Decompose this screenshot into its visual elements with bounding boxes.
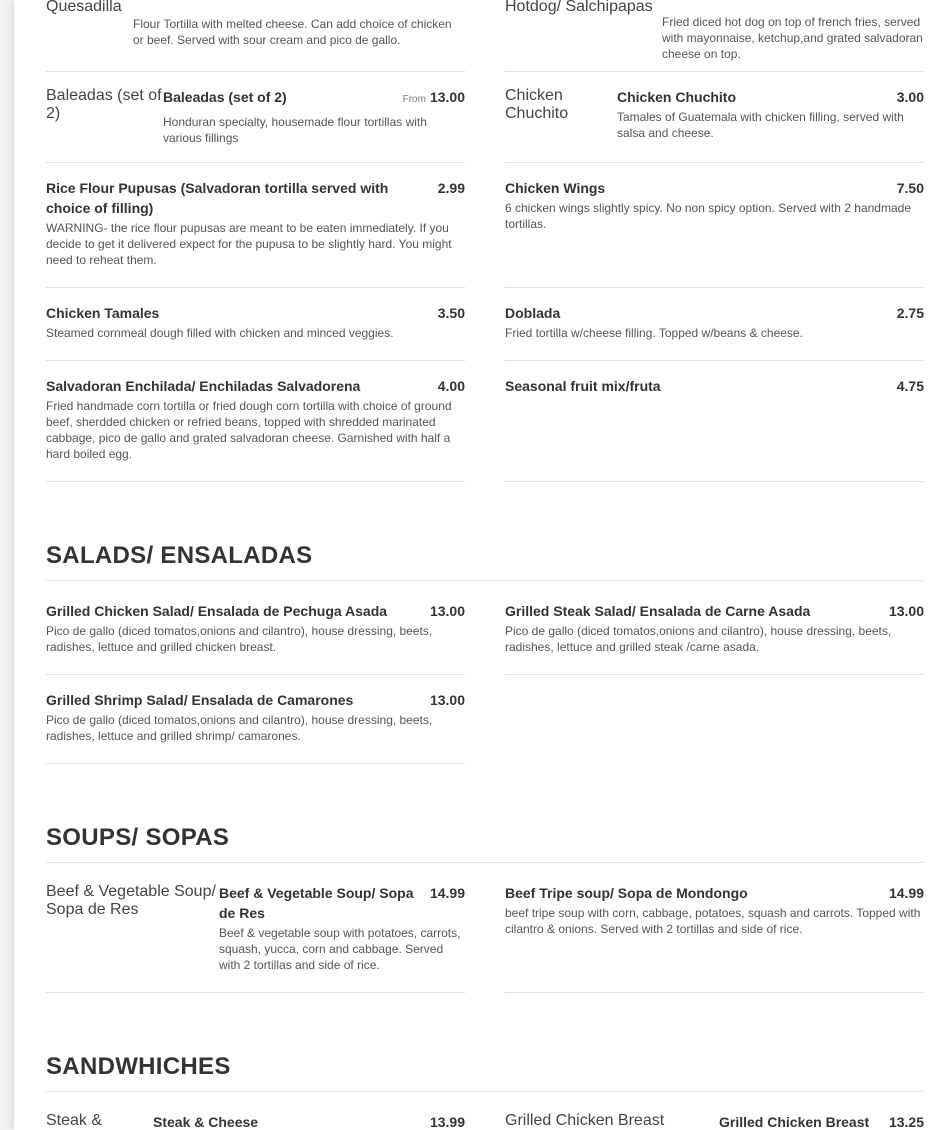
section-title-soups: SOUPS/ SOPAS	[46, 824, 924, 863]
item-description: Fried handmade corn tortilla or fried dough corn tortilla with choice of ground beef, sherdded chicken or refried beans, topped with shredded marinated cabbage, pico de gallo and grated salvadoran cheese. Garnished with half a hard boiled egg.	[46, 399, 452, 461]
item-image-placeholder: Beef & Vegetable Soup/ Sopa de Res	[46, 883, 216, 918]
menu-item-grilled-chicken-breast[interactable]	[505, 1112, 924, 1130]
item-description: Honduran specialty, housemade flour tortillas with various fillings	[163, 115, 427, 145]
section-title-salads: SALADS/ ENSALADAS	[46, 542, 924, 581]
item-price: 3.00	[896, 89, 924, 105]
item-info	[163, 87, 465, 146]
menu-item-chicken-salad[interactable]	[46, 601, 465, 675]
menu-item-seasonal-fruit[interactable]	[505, 376, 924, 482]
menu-page	[14, 0, 950, 1130]
item-name: Rice Flour Pupusas (Salvadoran tortilla served with choice of filling)	[46, 180, 389, 216]
item-info	[662, 0, 924, 62]
item-description: beef tripe soup with corn, cabbage, potatoes, squash and carrots. Topped with cilantro & onions. Served with 2 tortillas and side of rice.	[505, 906, 921, 936]
item-image-placeholder: Steak &	[46, 1112, 103, 1129]
item-info	[46, 303, 465, 341]
item-name: Chicken Wings	[505, 180, 606, 196]
item-description: Pico de gallo (diced tomatos,onions and cilantro), house dressing, beets, radishes, lettuce and grilled steak /carne asada.	[505, 624, 892, 654]
item-description: Flour Tortilla with melted cheese. Can add choice of chicken or beef. Served with sour cream and pico de gallo.	[133, 17, 452, 47]
section-title-sandwiches: SANDWHICHES	[46, 1053, 924, 1092]
item-price: 13.25	[888, 1114, 924, 1130]
item-info	[719, 1112, 924, 1130]
item-description: WARNING- the rice flour pupusas are meant to be eaten immediately. If you decide to get it delivered expect for the pupusa to be slightly hard. You might need to reheat them.	[46, 221, 452, 267]
item-name: Baleadas (set of 2)	[163, 89, 287, 105]
item-info	[133, 0, 465, 48]
item-name: Grilled Chicken Salad/ Ensalada de Pechuga Asada	[46, 603, 388, 619]
menu-item-chicken-wings[interactable]	[505, 178, 924, 288]
item-info	[505, 178, 924, 232]
menu-item-quesadilla[interactable]	[46, 0, 465, 72]
item-price: 13.00	[429, 603, 465, 619]
item-description: Steamed cornmeal dough filled with chicken and minced veggies.	[46, 326, 394, 340]
item-info	[153, 1112, 465, 1130]
item-name: Steak & Cheese	[153, 1114, 259, 1130]
item-info	[505, 601, 924, 655]
item-price: 13.00	[429, 692, 465, 708]
menu-item-doblada[interactable]	[505, 303, 924, 361]
item-description: Pico de gallo (diced tomatos,onions and cilantro), house dressing, beets, radishes, lettuce and grilled shrimp/ camarones.	[46, 713, 433, 743]
item-name: Seasonal fruit mix/fruta	[505, 378, 661, 394]
item-name: Doblada	[505, 305, 561, 321]
item-price: 4.75	[896, 378, 924, 394]
price-from-label: From	[402, 94, 426, 105]
item-price: 2.99	[437, 180, 465, 196]
item-info	[617, 87, 924, 141]
item-description: Beef & vegetable soup with potatoes, carrots, squash, yucca, corn and cabbage. Served with 2 tortillas and side of rice.	[219, 926, 461, 972]
item-info	[46, 690, 465, 744]
menu-item-salvadoran-enchilada[interactable]	[46, 376, 465, 482]
item-price: 3.50	[437, 305, 465, 321]
menu-item-salchipapas[interactable]	[505, 0, 924, 72]
item-image-placeholder: Hotdog/ Salchipapas	[505, 0, 653, 15]
menu-item-beef-tripe-soup[interactable]	[505, 883, 924, 993]
menu-item-steak-cheese[interactable]	[46, 1112, 465, 1130]
item-description: Pico de gallo (diced tomatos,onions and cilantro), house dressing, beets, radishes, lettuce and grilled chicken breast.	[46, 624, 433, 654]
menu-item-chicken-tamales[interactable]	[46, 303, 465, 361]
item-price: 7.50	[896, 180, 924, 196]
item-info	[46, 178, 465, 268]
item-price: 4.00	[437, 378, 465, 394]
item-name: Grilled Steak Salad/ Ensalada de Carne Asada	[505, 603, 811, 619]
item-name: Beef & Vegetable Soup/ Sopa de Res	[219, 885, 414, 921]
item-description: Fried tortilla w/cheese filling. Topped w/beans & cheese.	[505, 326, 803, 340]
item-image-placeholder: Chicken Chuchito	[505, 87, 569, 122]
item-description: Tamales of Guatemala with chicken filling, served with salsa and cheese.	[617, 110, 904, 140]
item-info	[505, 303, 924, 341]
menu-item-steak-salad[interactable]	[505, 601, 924, 675]
item-info	[505, 376, 924, 396]
item-name: Chicken Chuchito	[617, 89, 737, 105]
item-name: Grilled Shrimp Salad/ Ensalada de Camarones	[46, 692, 354, 708]
item-description: Fried diced hot dog on top of french fries, served with mayonnaise, ketchup,and grated salvadoran cheese on top.	[662, 15, 923, 61]
item-image-placeholder: Grilled Chicken Breast	[505, 1112, 665, 1129]
item-info	[219, 883, 465, 973]
item-price: 14.99	[429, 885, 465, 901]
menu-item-baleadas[interactable]	[46, 87, 465, 163]
item-info	[505, 883, 924, 937]
price-value: 13.00	[429, 89, 465, 105]
item-name: Chicken Tamales	[46, 305, 160, 321]
item-name: Salvadoran Enchilada/ Enchiladas Salvadorena	[46, 378, 361, 394]
item-info	[46, 376, 465, 462]
item-price	[393, 87, 465, 110]
item-price: 13.00	[888, 603, 924, 619]
item-name: Beef Tripe soup/ Sopa de Mondongo	[505, 885, 748, 901]
item-description: 6 chicken wings slightly spicy. No non spicy option. Served with 2 handmade tortillas.	[505, 201, 911, 231]
menu-item-chicken-chuchito[interactable]	[505, 87, 924, 163]
menu-item-pupusas[interactable]	[46, 178, 465, 288]
item-price: 14.99	[888, 885, 924, 901]
menu-item-shrimp-salad[interactable]	[46, 690, 465, 764]
item-price: 2.75	[896, 305, 924, 321]
item-image-placeholder: Quesadilla	[46, 0, 122, 15]
item-info	[46, 601, 465, 655]
item-price: 13.99	[429, 1114, 465, 1130]
item-image-placeholder: Baleadas (set of 2)	[46, 87, 162, 122]
item-name: Grilled Chicken Breast	[719, 1114, 870, 1130]
menu-item-beef-vegetable-soup[interactable]	[46, 883, 465, 993]
